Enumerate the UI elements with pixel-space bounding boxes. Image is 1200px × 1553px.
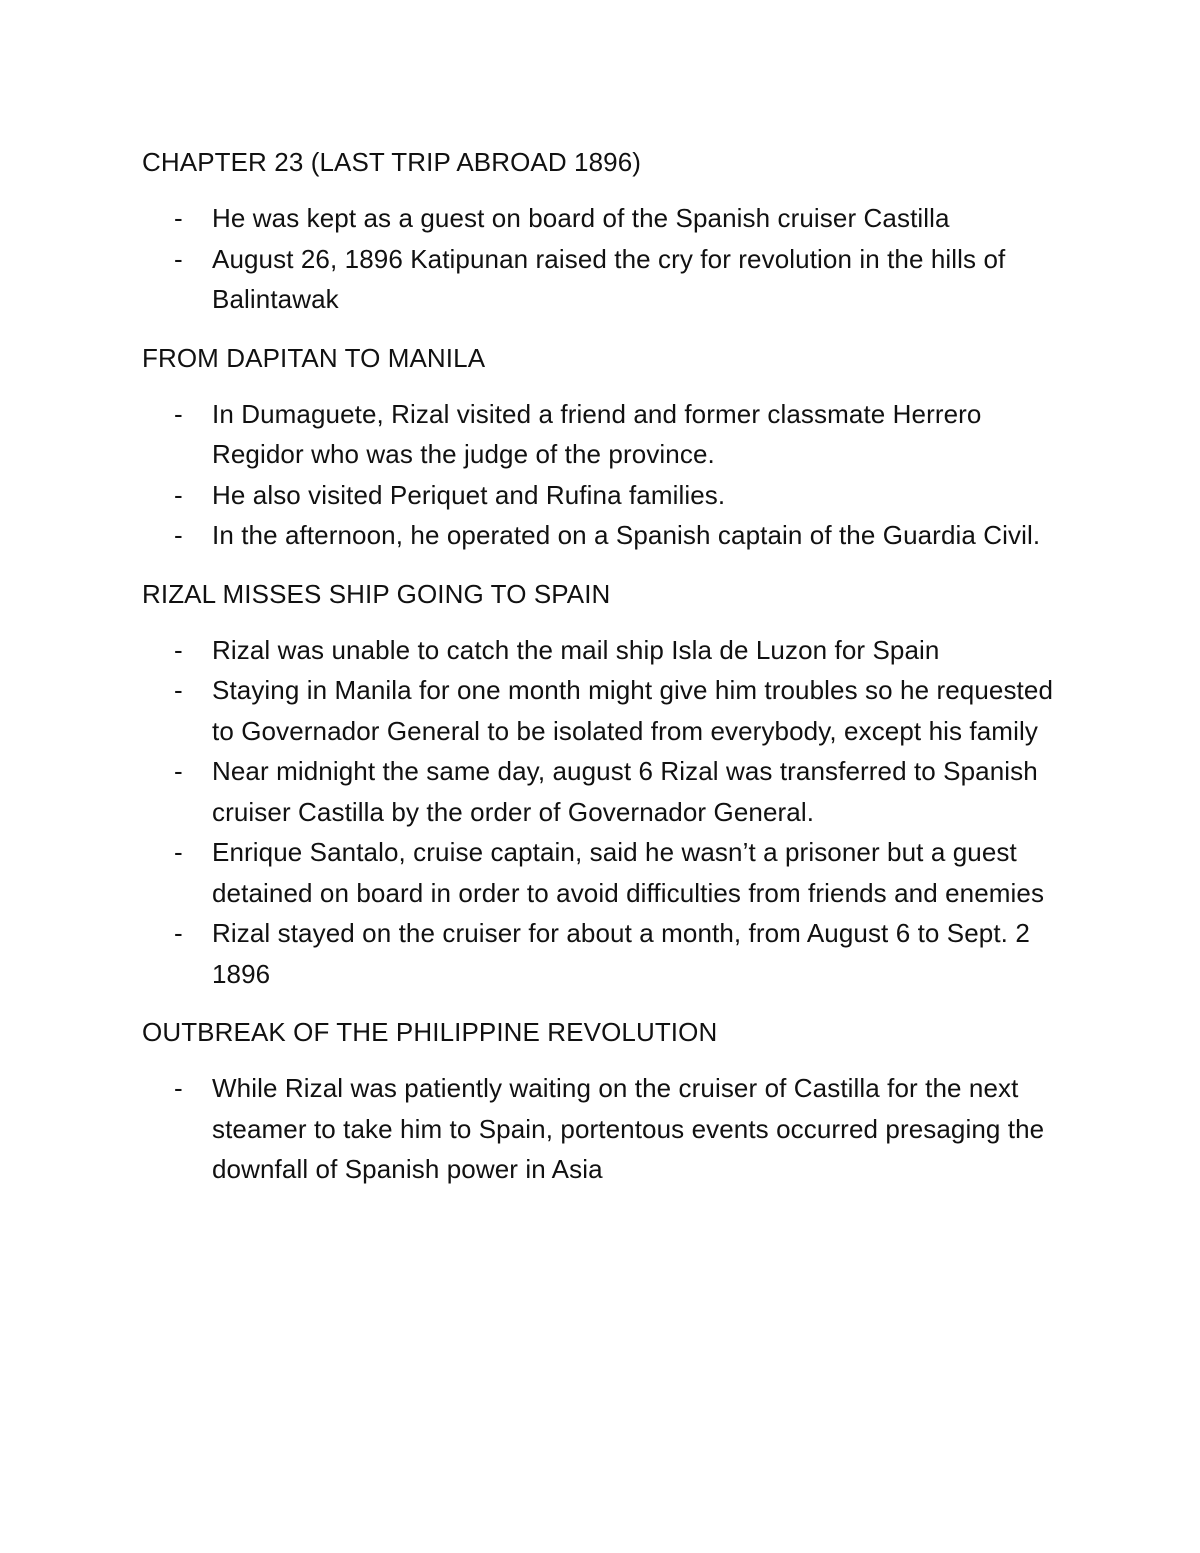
list-item <box>142 913 1062 994</box>
section-heading: RIZAL MISSES SHIP GOING TO SPAIN <box>142 578 611 609</box>
bullet-dash: - <box>174 479 183 510</box>
list-item-text: While Rizal was patiently waiting on the cruiser of Castilla for the next steamer to take him to Spain, portentous events occurred presaging the downfall of Spanish power in Asia <box>212 1073 1045 1184</box>
list-item-text: In Dumaguete, Rizal visited a friend and former classmate Herrero Regidor who was the judge of the province. <box>212 398 982 469</box>
bullet-dash: - <box>174 675 183 705</box>
bullet-dash: - <box>174 1073 183 1103</box>
section-heading: CHAPTER 23 (LAST TRIP ABROAD 1896) <box>142 147 642 177</box>
bullet-dash: - <box>174 398 183 429</box>
bullet-list <box>142 630 1062 995</box>
list-item <box>142 394 1062 475</box>
list-item <box>142 630 1062 671</box>
list-item <box>142 670 1062 751</box>
list-item-text: Near midnight the same day, august 6 Rizal was transferred to Spanish cruiser Castilla by the order of Governador General. <box>212 756 1038 827</box>
list-item <box>142 751 1062 832</box>
list-item-text: Rizal stayed on the cruiser for about a month, from August 6 to Sept. 2 1896 <box>212 918 1030 989</box>
section-heading: OUTBREAK OF THE PHILIPPINE REVOLUTION <box>142 1017 718 1047</box>
list-item <box>142 239 1062 320</box>
list-item-text: Enrique Santalo, cruise captain, said he wasn’t a prisoner but a guest detained on board in order to avoid difficulties from friends and enemies <box>212 837 1045 908</box>
bullet-list <box>142 394 1062 556</box>
bullet-list <box>142 198 1062 320</box>
bullet-dash: - <box>174 918 183 948</box>
list-item-text: Staying in Manila for one month might give him troubles so he requested to Governador General to be isolated from everybody, except his family <box>212 675 1054 746</box>
section-rizal-misses-ship <box>142 574 1062 995</box>
bullet-list <box>142 1068 1062 1190</box>
list-item-text: He also visited Periquet and Rufina families. <box>212 479 726 510</box>
bullet-dash: - <box>174 837 183 867</box>
bullet-dash: - <box>174 756 183 786</box>
section-chapter-23 <box>142 142 1062 320</box>
section-outbreak-revolution <box>142 1012 1062 1190</box>
bullet-dash: - <box>174 634 183 665</box>
list-item <box>142 515 1062 556</box>
list-item <box>142 198 1062 239</box>
bullet-dash: - <box>174 243 183 274</box>
document-body <box>142 142 1062 1190</box>
list-item-text: August 26, 1896 Katipunan raised the cry for revolution in the hills of Balintawak <box>212 243 1006 314</box>
list-item-text: In the afternoon, he operated on a Spanish captain of the Guardia Civil. <box>212 520 1041 550</box>
list-item-text: Rizal was unable to catch the mail ship Isla de Luzon for Spain <box>212 634 940 665</box>
list-item <box>142 832 1062 913</box>
list-item <box>142 475 1062 516</box>
section-dapitan-to-manila <box>142 338 1062 556</box>
bullet-dash: - <box>174 520 183 550</box>
list-item-text: He was kept as a guest on board of the Spanish cruiser Castilla <box>212 203 950 233</box>
bullet-dash: - <box>174 203 183 233</box>
section-heading: FROM DAPITAN TO MANILA <box>142 342 486 373</box>
list-item <box>142 1068 1062 1190</box>
